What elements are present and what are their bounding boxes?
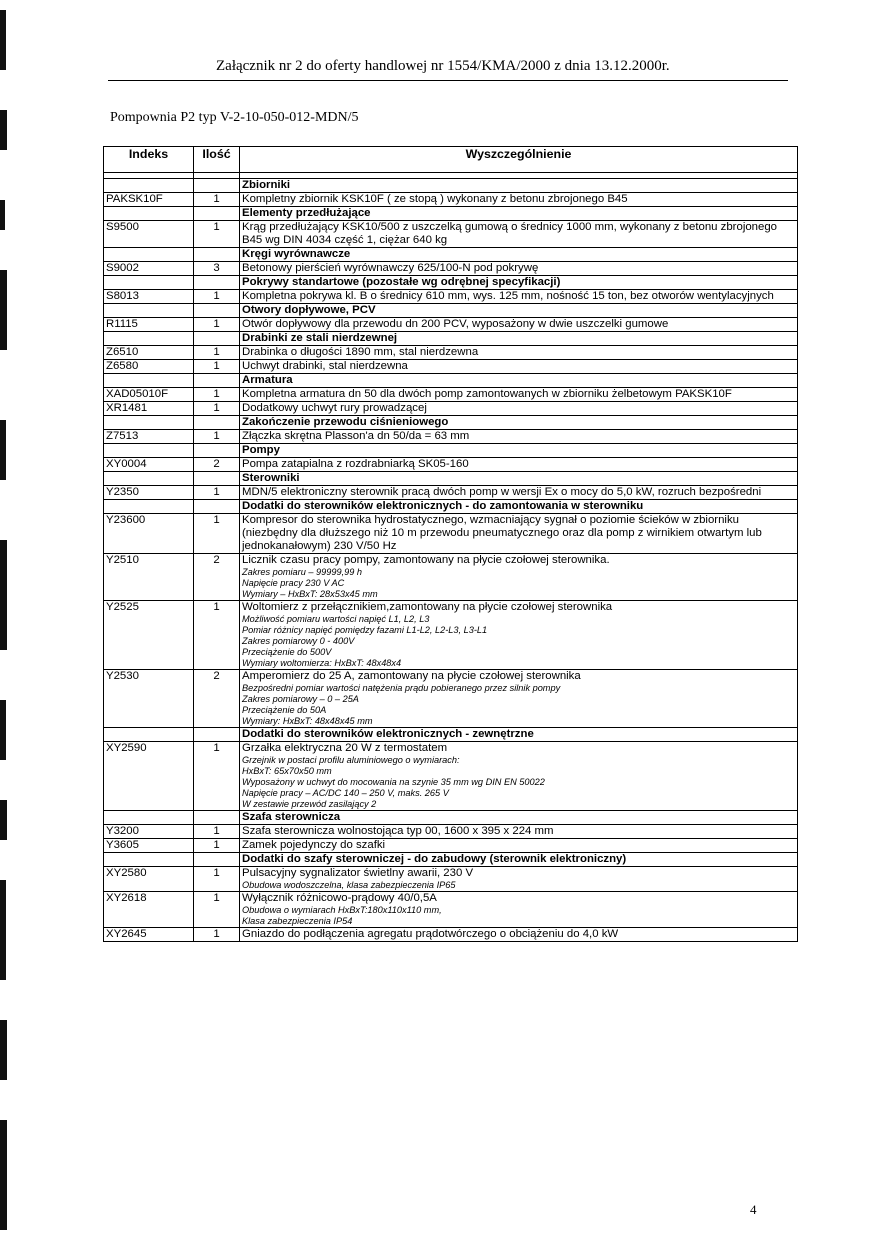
- description-text: Pokrywy standartowe (pozostałe wg odrębnej specyfikacji): [242, 276, 561, 288]
- table-row: [104, 670, 798, 728]
- cell-description: [240, 346, 798, 360]
- table-row: [104, 839, 798, 853]
- table-row: [104, 318, 798, 332]
- specification-table: [103, 146, 798, 942]
- cell-index: R1115: [104, 318, 194, 332]
- cell-quantity: 1: [194, 402, 240, 416]
- cell-index: [104, 853, 194, 867]
- description-detail: Wymiary woltomierza: HxBxT: 48x48x4: [242, 658, 402, 668]
- description-detail: Napięcie pracy 230 V AC: [242, 578, 345, 588]
- description-text: Szafa sterownicza: [242, 811, 341, 823]
- description-text: Kompletna armatura dn 50 dla dwóch pomp zamontowanych w zbiorniku żelbetowym PAKSK10F: [242, 388, 732, 400]
- description-text: Kompresor do sterownika hydrostatycznego, wzmacniający sygnał o poziomie ścieków w zbiorniku (niezbędny dla dłuższego niż 10 m przewodu pneumatycznego oraz dla pomp z wirnikiem otwartym lub jednokanałowym) 230 V/50 Hz: [242, 514, 762, 552]
- description-text: Drabinki ze stali nierdzewnej: [242, 332, 398, 344]
- cell-description: [240, 839, 798, 853]
- cell-quantity: [194, 332, 240, 346]
- cell-quantity: [194, 416, 240, 430]
- page-number: 4: [750, 1202, 757, 1217]
- table-row: [104, 262, 798, 276]
- cell-description: [240, 402, 798, 416]
- description-text: Armatura: [242, 374, 293, 386]
- description-detail: Obudowa wodoszczelna, klasa zabezpieczenia IP65: [242, 880, 456, 890]
- cell-quantity: 1: [194, 825, 240, 839]
- description-text: Gniazdo do podłączenia agregatu prądotwórczego o obciążeniu do 4,0 kW: [242, 928, 619, 940]
- description-text: Uchwyt drabinki, stal nierdzewna: [242, 360, 408, 372]
- cell-index: [104, 416, 194, 430]
- table-row: [104, 290, 798, 304]
- table-row: [104, 554, 798, 601]
- description-detail: Pomiar różnicy napięć pomiędzy fazami L1-L2, L2-L3, L3-L1: [242, 625, 488, 635]
- description-text: Elementy przedłużające: [242, 207, 371, 219]
- description-text: Pompy: [242, 444, 280, 456]
- cell-index: Y3605: [104, 839, 194, 853]
- cell-description: [240, 742, 798, 811]
- section-row: [104, 248, 798, 262]
- description-detail: Przeciążenie do 500V: [242, 647, 332, 657]
- description-detail: Wymiary: HxBxT: 48x48x45 mm: [242, 716, 373, 726]
- table-row: [104, 193, 798, 207]
- section-row: [104, 472, 798, 486]
- description-detail: Grzejnik w postaci profilu aluminiowego o wymiarach:: [242, 755, 460, 765]
- description-text: Dodatki do sterowników elektronicznych - zewnętrzne: [242, 728, 534, 740]
- cell-description: [240, 514, 798, 554]
- description-detail: Przeciążenie do 50A: [242, 705, 327, 715]
- cell-index: XR1481: [104, 402, 194, 416]
- table-row: [104, 601, 798, 670]
- cell-description: [240, 193, 798, 207]
- description-text: Zamek pojedynczy do szafki: [242, 839, 386, 851]
- table-row: [104, 221, 798, 248]
- description-text: Amperomierz do 25 A, zamontowany na płycie czołowej sterownika: [242, 670, 581, 682]
- section-heading: [240, 276, 798, 290]
- cell-quantity: 1: [194, 430, 240, 444]
- cell-quantity: 1: [194, 360, 240, 374]
- section-heading: [240, 374, 798, 388]
- section-heading: [240, 207, 798, 221]
- cell-quantity: 1: [194, 742, 240, 811]
- cell-index: [104, 304, 194, 318]
- description-text: Zbiorniki: [242, 179, 291, 191]
- cell-quantity: [194, 304, 240, 318]
- section-heading: [240, 500, 798, 514]
- cell-index: XY2580: [104, 867, 194, 892]
- cell-quantity: 1: [194, 193, 240, 207]
- cell-index: Y2510: [104, 554, 194, 601]
- cell-index: XY2618: [104, 892, 194, 928]
- table-body: [104, 179, 798, 942]
- cell-index: [104, 248, 194, 262]
- cell-quantity: 1: [194, 867, 240, 892]
- cell-description: [240, 290, 798, 304]
- table-row: [104, 360, 798, 374]
- section-row: [104, 444, 798, 458]
- cell-quantity: 1: [194, 486, 240, 500]
- cell-quantity: [194, 374, 240, 388]
- section-heading: [240, 304, 798, 318]
- cell-index: [104, 374, 194, 388]
- section-row: [104, 728, 798, 742]
- section-heading: [240, 728, 798, 742]
- cell-index: Z7513: [104, 430, 194, 444]
- description-text: Pulsacyjny sygnalizator świetlny awarii, 230 V: [242, 867, 474, 879]
- header-divider: [108, 80, 788, 81]
- cell-quantity: [194, 276, 240, 290]
- description-detail: Bezpośredni pomiar wartości natężenia prądu pobieranego przez silnik pompy: [242, 683, 561, 693]
- cell-index: Y2350: [104, 486, 194, 500]
- section-heading: [240, 853, 798, 867]
- cell-index: Z6580: [104, 360, 194, 374]
- section-row: [104, 179, 798, 193]
- cell-quantity: [194, 179, 240, 193]
- section-row: [104, 811, 798, 825]
- section-row: [104, 853, 798, 867]
- cell-quantity: 2: [194, 458, 240, 472]
- description-text: Dodatkowy uchwyt rury prowadzącej: [242, 402, 427, 414]
- description-detail: W zestawie przewód zasilający 2: [242, 799, 377, 809]
- cell-quantity: 1: [194, 388, 240, 402]
- cell-quantity: 1: [194, 601, 240, 670]
- description-text: Wyłącznik różnicowo-prądowy 40/0,5A: [242, 892, 437, 904]
- cell-quantity: [194, 811, 240, 825]
- table-row: [104, 892, 798, 928]
- cell-index: Y3200: [104, 825, 194, 839]
- cell-description: [240, 601, 798, 670]
- section-heading: [240, 444, 798, 458]
- cell-index: Z6510: [104, 346, 194, 360]
- cell-quantity: [194, 207, 240, 221]
- cell-description: [240, 318, 798, 332]
- scan-edge-marks: [0, 0, 14, 1245]
- cell-quantity: 1: [194, 221, 240, 248]
- description-detail: Wyposażony w uchwyt do mocowania na szynie 35 mm wg DIN EN 50022: [242, 777, 545, 787]
- table-row: [104, 458, 798, 472]
- description-detail: Wymiary – HxBxT: 28x53x45 mm: [242, 589, 378, 599]
- cell-description: [240, 928, 798, 942]
- cell-quantity: 3: [194, 262, 240, 276]
- description-text: Szafa sterownicza wolnostojąca typ 00, 1600 x 395 x 224 mm: [242, 825, 554, 837]
- cell-description: [240, 262, 798, 276]
- cell-quantity: 1: [194, 318, 240, 332]
- section-row: [104, 207, 798, 221]
- cell-index: [104, 207, 194, 221]
- cell-description: [240, 825, 798, 839]
- cell-quantity: [194, 444, 240, 458]
- column-header-description: Wyszczególnienie: [240, 147, 798, 173]
- section-row: [104, 374, 798, 388]
- description-text: Otwory dopływowe, PCV: [242, 304, 376, 316]
- cell-index: [104, 444, 194, 458]
- section-heading: [240, 179, 798, 193]
- cell-description: [240, 554, 798, 601]
- section-row: [104, 332, 798, 346]
- cell-quantity: 2: [194, 554, 240, 601]
- cell-index: S8013: [104, 290, 194, 304]
- cell-quantity: 1: [194, 892, 240, 928]
- description-text: Dodatki do szafy sterowniczej - do zabudowy (sterownik elektroniczny): [242, 853, 627, 865]
- table-row: [104, 430, 798, 444]
- cell-index: [104, 472, 194, 486]
- section-row: [104, 416, 798, 430]
- section-heading: [240, 248, 798, 262]
- cell-quantity: [194, 472, 240, 486]
- description-text: Drabinka o długości 1890 mm, stal nierdzewna: [242, 346, 479, 358]
- cell-quantity: 1: [194, 346, 240, 360]
- cell-quantity: 1: [194, 839, 240, 853]
- description-text: Pompa zatapialna z rozdrabniarką SK05-160: [242, 458, 469, 470]
- cell-index: PAKSK10F: [104, 193, 194, 207]
- cell-index: XAD05010F: [104, 388, 194, 402]
- cell-index: Y23600: [104, 514, 194, 554]
- description-text: Krąg przedłużający KSK10/500 z uszczelką gumową o średnicy 1000 mm, wykonany z betonu zbrojonego B45 wg DIN 4034 część 1, ciężar 640 kg: [242, 221, 778, 246]
- table-row: [104, 742, 798, 811]
- cell-index: S9002: [104, 262, 194, 276]
- description-text: Złączka skrętna Plasson'a dn 50/da = 63 mm: [242, 430, 470, 442]
- cell-quantity: 1: [194, 514, 240, 554]
- table-row: [104, 825, 798, 839]
- description-detail: HxBxT: 65x70x50 mm: [242, 766, 332, 776]
- section-heading: [240, 416, 798, 430]
- description-text: Sterowniki: [242, 472, 300, 484]
- description-text: Otwór dopływowy dla przewodu dn 200 PCV, wyposażony w dwie uszczelki gumowe: [242, 318, 669, 330]
- table-row: [104, 867, 798, 892]
- section-heading: [240, 811, 798, 825]
- cell-index: Y2530: [104, 670, 194, 728]
- cell-index: [104, 276, 194, 290]
- description-text: Kompletny zbiornik KSK10F ( ze stopą ) wykonany z betonu zbrojonego B45: [242, 193, 628, 205]
- cell-quantity: 1: [194, 290, 240, 304]
- column-header-index: Indeks: [104, 147, 194, 173]
- column-header-quantity: Ilość: [194, 147, 240, 173]
- cell-description: [240, 486, 798, 500]
- document-subtitle: Pompownia P2 typ V-2-10-050-012-MDN/5: [110, 110, 359, 125]
- table-row: [104, 346, 798, 360]
- description-text: Zakończenie przewodu ciśnieniowego: [242, 416, 449, 428]
- table-row: [104, 402, 798, 416]
- section-row: [104, 304, 798, 318]
- cell-description: [240, 892, 798, 928]
- cell-index: XY0004: [104, 458, 194, 472]
- description-text: Kompletna pokrywa kl. B o średnicy 610 mm, wys. 125 mm, nośność 15 ton, bez otworów wentylacyjnych: [242, 290, 774, 302]
- table-row: [104, 514, 798, 554]
- cell-index: [104, 179, 194, 193]
- document-header: Załącznik nr 2 do oferty handlowej nr 1554/KMA/2000 z dnia 13.12.2000r.: [216, 58, 670, 74]
- cell-description: [240, 867, 798, 892]
- description-detail: Zakres pomiaru – 99999,99 h: [242, 567, 363, 577]
- description-detail: Klasa zabezpieczenia IP54: [242, 916, 353, 926]
- section-heading: [240, 472, 798, 486]
- cell-index: XY2645: [104, 928, 194, 942]
- section-heading: [240, 332, 798, 346]
- cell-description: [240, 430, 798, 444]
- section-row: [104, 500, 798, 514]
- cell-index: XY2590: [104, 742, 194, 811]
- cell-quantity: [194, 500, 240, 514]
- description-detail: Zakres pomiarowy – 0 – 25A: [242, 694, 359, 704]
- cell-description: [240, 458, 798, 472]
- description-text: Grzałka elektryczna 20 W z termostatem: [242, 742, 448, 754]
- cell-quantity: [194, 728, 240, 742]
- table-row: [104, 486, 798, 500]
- table-header-row: [104, 147, 798, 173]
- description-text: Kręgi wyrównawcze: [242, 248, 351, 260]
- cell-index: S9500: [104, 221, 194, 248]
- cell-quantity: 1: [194, 928, 240, 942]
- description-detail: Zakres pomiarowy 0 - 400V: [242, 636, 355, 646]
- cell-index: [104, 811, 194, 825]
- cell-quantity: [194, 248, 240, 262]
- description-text: Licznik czasu pracy pompy, zamontowany na płycie czołowej sterownika.: [242, 554, 610, 566]
- cell-quantity: [194, 853, 240, 867]
- table-row: [104, 388, 798, 402]
- description-text: Dodatki do sterowników elektronicznych - do zamontowania w sterowniku: [242, 500, 644, 512]
- description-text: MDN/5 elektroniczny sterownik pracą dwóch pomp w wersji Ex o mocy do 5,0 kW, rozruch bezpośredni: [242, 486, 762, 498]
- cell-index: [104, 332, 194, 346]
- description-detail: Możliwość pomiaru wartości napięć L1, L2, L3: [242, 614, 430, 624]
- cell-description: [240, 388, 798, 402]
- cell-index: [104, 500, 194, 514]
- cell-description: [240, 670, 798, 728]
- cell-index: [104, 728, 194, 742]
- cell-index: Y2525: [104, 601, 194, 670]
- cell-description: [240, 360, 798, 374]
- description-detail: Obudowa o wymiarach HxBxT:180x110x110 mm,: [242, 905, 442, 915]
- cell-description: [240, 221, 798, 248]
- description-text: Woltomierz z przełącznikiem,zamontowany na płycie czołowej sterownika: [242, 601, 613, 613]
- table-row: [104, 928, 798, 942]
- cell-quantity: 2: [194, 670, 240, 728]
- description-detail: Napięcie pracy – AC/DC 140 – 250 V, maks. 265 V: [242, 788, 449, 798]
- section-row: [104, 276, 798, 290]
- description-text: Betonowy pierścień wyrównawczy 625/100-N pod pokrywę: [242, 262, 539, 274]
